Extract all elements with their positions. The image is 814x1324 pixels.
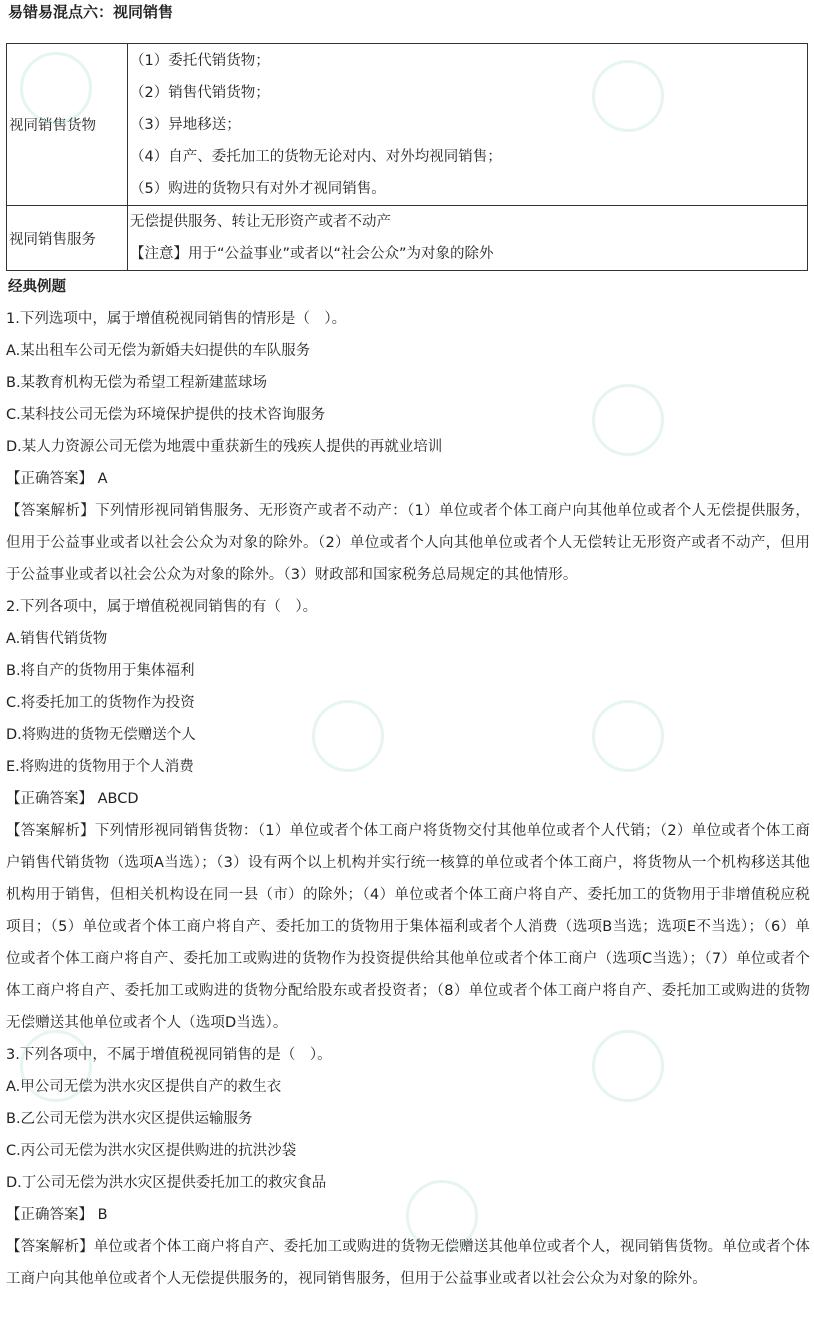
option: D.将购进的货物无偿赠送个人 (6, 727, 196, 743)
note-text: 用于“公益事业”或者以“社会公众”为对象的除外 (188, 246, 494, 262)
table-row (7, 44, 808, 206)
option: C.将委托加工的货物作为投资 (6, 695, 195, 711)
question-2 (6, 591, 810, 1039)
items-cell (128, 44, 808, 206)
option: A.销售代销货物 (6, 631, 108, 647)
answer: 【正确答案】 ABCD (6, 791, 139, 807)
analysis: 【答案解析】单位或者个体工商户将自产、委托加工或购进的货物无偿赠送其他单位或者个人，视同销售货物。单位或者个体工商户向其他单位或者个人无偿提供服务的，视同销售服务，但用于公益事业或者以社会公众为对象的除外。 (6, 1239, 810, 1287)
option: B.将自产的货物用于集体福利 (6, 663, 195, 679)
option: C.丙公司无偿为洪水灾区提供购进的抗洪沙袋 (6, 1143, 297, 1159)
category-cell: 视同销售服务 (7, 206, 128, 271)
option: A.甲公司无偿为洪水灾区提供自产的救生衣 (6, 1079, 282, 1095)
question-text: 2.下列各项中，属于增值税视同销售的有（ ）。 (6, 599, 318, 615)
section-title: 经典例题 (8, 279, 66, 295)
rules-table (6, 43, 808, 271)
analysis: 【答案解析】下列情形视同销售货物：（1）单位或者个体工商户将货物交付其他单位或者个人代销；（2）单位或者个体工商户销售代销货物（选项A当选）；（3）设有两个以上机构并实行统一核算的单位或者个体工商户，将货物从一个机构移送其他机构用于销售，但相关机构设在同一县（市）的除外；（4）单位或者个体工商户将自产、委托加工的货物用于非增值税应税项目；（5）单位或者个体工商户将自产、委托加工的货物用于集体福利或者个人消费（选项B当选；选项E不当选）；（6）单位或者个体工商户将自产、委托加工或购进的货物作为投资提供给其他单位或者个体工商户（选项C当选）；（7）单位或者个体工商户将自产、委托加工或购进的货物分配给股东或者投资者；（8）单位或者个体工商户将自产、委托加工或购进的货物无偿赠送其他单位或者个人（选项D当选）。 (6, 823, 810, 1031)
question-text: 1.下列选项中，属于增值税视同销售的情形是（ ）。 (6, 311, 347, 327)
option: C.某科技公司无偿为环境保护提供的技术咨询服务 (6, 407, 326, 423)
option: B.乙公司无偿为洪水灾区提供运输服务 (6, 1111, 253, 1127)
items-cell (128, 206, 808, 271)
analysis: 【答案解析】下列情形视同销售服务、无形资产或者不动产：（1）单位或者个体工商户向其他单位或者个人无偿提供服务，但用于公益事业或者以社会公众为对象的除外。（2）单位或者个人向其他单位或者个人无偿转让无形资产或者不动产，但用于公益事业或者以社会公众为对象的除外。（3）财政部和国家税务总局规定的其他情形。 (6, 503, 810, 583)
note-tag: 【注意】 (130, 246, 188, 262)
question-text: 3.下列各项中，不属于增值税视同销售的是（ ）。 (6, 1047, 332, 1063)
option: D.丁公司无偿为洪水灾区提供委托加工的救灾食品 (6, 1175, 327, 1191)
list-item: （1）委托代销货物； (130, 52, 270, 69)
question-3 (6, 1039, 810, 1295)
option: D.某人力资源公司无偿为地震中重获新生的残疾人提供的再就业培训 (6, 439, 443, 455)
list-item: （4）自产、委托加工的货物无论对内、对外均视同销售； (130, 148, 502, 165)
list-item: （3）异地移送； (130, 116, 241, 133)
answer: 【正确答案】 A (6, 471, 108, 487)
option: E.将购进的货物用于个人消费 (6, 759, 194, 775)
table-row (7, 206, 808, 271)
note-line (130, 238, 807, 270)
answer: 【正确答案】 B (6, 1207, 108, 1223)
page-title: 易错易混点六：视同销售 (8, 3, 174, 21)
list-item: （5）购进的货物只有对外才视同销售。 (130, 180, 386, 197)
list-item: （2）销售代销货物； (130, 84, 270, 101)
option: A.某出租车公司无偿为新婚夫妇提供的车队服务 (6, 343, 311, 359)
category-cell: 视同销售货物 (7, 44, 128, 206)
question-1 (6, 303, 810, 591)
option: B.某教育机构无偿为希望工程新建蓝球场 (6, 375, 268, 391)
list-item: 无偿提供服务、转让无形资产或者不动产 (130, 214, 391, 230)
